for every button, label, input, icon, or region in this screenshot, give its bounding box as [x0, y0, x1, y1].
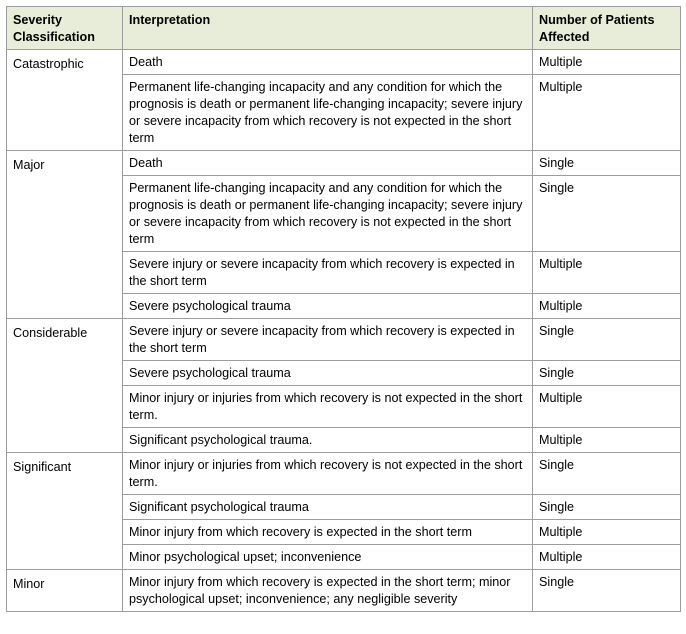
interpretation-cell: Severe injury or severe incapacity from which recovery is expected in the short term [123, 319, 533, 361]
patients-cell: Single [533, 151, 681, 176]
patients-cell: Multiple [533, 252, 681, 294]
interpretation-cell: Permanent life-changing incapacity and any condition for which the prognosis is death or permanent life-changing incapacity; severe injury or severe incapacity from which recovery is not expected in the short term [123, 75, 533, 151]
severity-cell-considerable: Considerable [7, 319, 123, 453]
table-row [7, 319, 681, 361]
patients-cell: Multiple [533, 545, 681, 570]
interpretation-cell: Minor injury from which recovery is expected in the short term [123, 520, 533, 545]
patients-cell: Single [533, 570, 681, 612]
interpretation-cell: Significant psychological trauma. [123, 428, 533, 453]
interpretation-cell: Severe psychological trauma [123, 294, 533, 319]
table-row [7, 50, 681, 75]
interpretation-cell: Minor injury or injuries from which recovery is not expected in the short term. [123, 453, 533, 495]
table-row [7, 151, 681, 176]
interpretation-cell: Permanent life-changing incapacity and any condition for which the prognosis is death or permanent life-changing incapacity; severe injury or severe incapacity from which recovery is not expected in the short term [123, 176, 533, 252]
severity-cell-major: Major [7, 151, 123, 319]
header-severity: Severity Classification [7, 7, 123, 50]
patients-cell: Single [533, 495, 681, 520]
patients-cell: Single [533, 453, 681, 495]
severity-table [6, 6, 681, 612]
severity-cell-minor: Minor [7, 570, 123, 612]
interpretation-cell: Death [123, 50, 533, 75]
interpretation-cell: Death [123, 151, 533, 176]
interpretation-cell: Minor injury from which recovery is expected in the short term; minor psychological upset; inconvenience; any negligible severity [123, 570, 533, 612]
header-row [7, 7, 681, 50]
header-interpretation: Interpretation [123, 7, 533, 50]
table-row [7, 570, 681, 612]
patients-cell: Single [533, 319, 681, 361]
patients-cell: Multiple [533, 386, 681, 428]
interpretation-cell: Severe injury or severe incapacity from which recovery is expected in the short term [123, 252, 533, 294]
severity-cell-significant: Significant [7, 453, 123, 570]
header-patients: Number of Patients Affected [533, 7, 681, 50]
table-row [7, 453, 681, 495]
patients-cell: Multiple [533, 428, 681, 453]
patients-cell: Multiple [533, 294, 681, 319]
interpretation-cell: Significant psychological trauma [123, 495, 533, 520]
patients-cell: Single [533, 361, 681, 386]
interpretation-cell: Minor psychological upset; inconvenience [123, 545, 533, 570]
patients-cell: Multiple [533, 520, 681, 545]
interpretation-cell: Minor injury or injuries from which recovery is not expected in the short term. [123, 386, 533, 428]
patients-cell: Multiple [533, 50, 681, 75]
patients-cell: Multiple [533, 75, 681, 151]
patients-cell: Single [533, 176, 681, 252]
severity-cell-catastrophic: Catastrophic [7, 50, 123, 151]
interpretation-cell: Severe psychological trauma [123, 361, 533, 386]
